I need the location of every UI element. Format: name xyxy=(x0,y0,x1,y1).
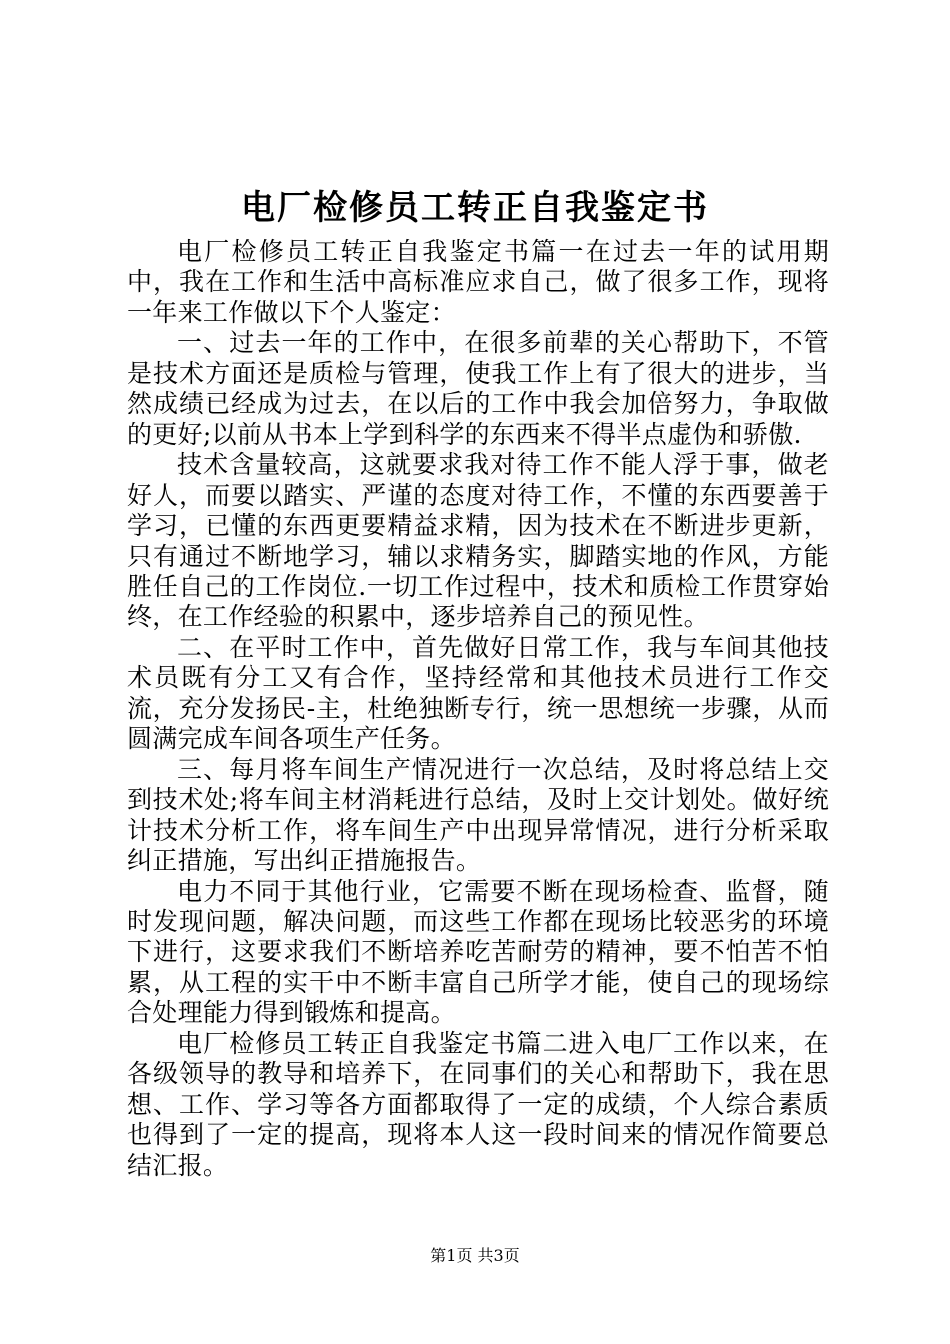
paragraph-3: 技术含量较高，这就要求我对待工作不能人浮于事，做老好人，而要以踏实、严谨的态度对待工作，不懂的东西要善于学习，已懂的东西更要精益求精，因为技术在不断进步更新，只有通过不断地学习，辅以求精务实，脚踏实地的作风，方能胜任自己的工作岗位.一切工作过程中，技术和质检工作贯穿始终，在工作经验的积累中，逐步培养自己的预见性。 xyxy=(127,450,829,632)
paragraph-6: 电力不同于其他行业，它需要不断在现场检查、监督，随时发现问题，解决问题，而这些工作都在现场比较恶劣的环境下进行，这要求我们不断培养吃苦耐劳的精神，要不怕苦不怕累，从工程的实干中不断丰富自己所学才能，使自己的现场综合处理能力得到锻炼和提高。 xyxy=(127,876,829,1028)
paragraph-2: 一、过去一年的工作中，在很多前辈的关心帮助下，不管是技术方面还是质检与管理，使我工作上有了很大的进步，当然成绩已经成为过去，在以后的工作中我会加倍努力，争取做的更好;以前从书本上学到科学的东西来不得半点虚伪和骄傲. xyxy=(127,328,829,449)
page-footer: 第1页 共3页 xyxy=(430,1246,520,1265)
paragraph-5: 三、每月将车间生产情况进行一次总结，及时将总结上交到技术处;将车间主材消耗进行总结，及时上交计划处。做好统计技术分析工作，将车间生产中出现异常情况，进行分析采取纠正措施，写出纠正措施报告。 xyxy=(127,754,829,876)
document-title: 电厂检修员工转正自我鉴定书 xyxy=(241,188,709,228)
paragraph-7: 电厂检修员工转正自我鉴定书篇二进入电厂工作以来，在各级领导的教导和培养下，在同事们的关心和帮助下，我在思想、工作、学习等各方面都取得了一定的成绩，个人综合素质也得到了一定的提高，现将本人这一段时间来的情况作简要总结汇报。 xyxy=(127,1028,829,1180)
paragraph-1: 电厂检修员工转正自我鉴定书篇一在过去一年的试用期中，我在工作和生活中高标准应求自己，做了很多工作，现将一年来工作做以下个人鉴定： xyxy=(127,237,829,327)
document-body xyxy=(127,237,829,1181)
paragraph-4: 二、在平时工作中，首先做好日常工作，我与车间其他技术员既有分工又有合作，坚持经常和其他技术员进行工作交流，充分发扬民-主，杜绝独断专行，统一思想统一步骤，从而圆满完成车间各项生产任务。 xyxy=(127,632,829,754)
